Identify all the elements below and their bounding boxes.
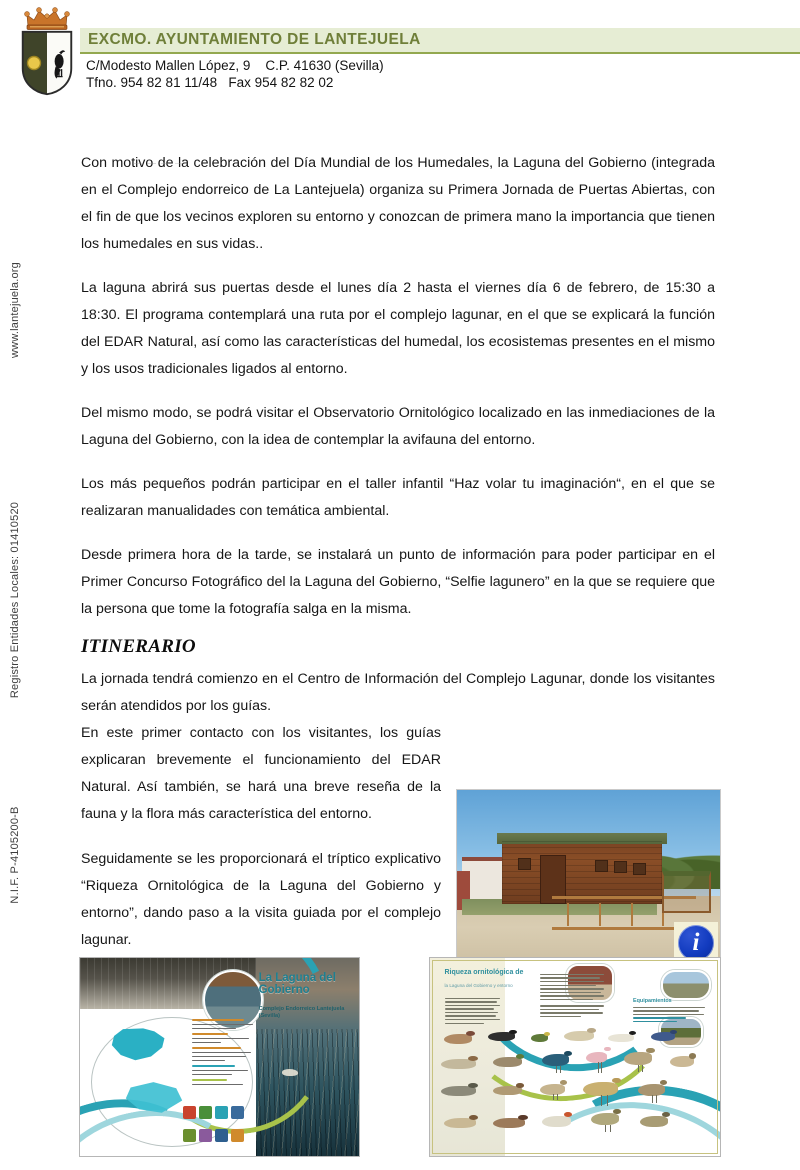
- photo-window: [518, 858, 531, 870]
- brochure1-title: La Laguna del Gobierno: [258, 971, 336, 997]
- photo-window: [595, 860, 608, 872]
- brochure1-logo: [199, 1106, 212, 1119]
- org-title: EXCMO. AYUNTAMIENTO DE LANTEJUELA: [88, 31, 421, 48]
- brochure1-logo: [231, 1106, 244, 1119]
- margin-registry: Registro Entidades Locales: 01410520: [9, 501, 21, 699]
- info-glyph: i: [692, 928, 700, 956]
- margin-website: www.lantejuela.org: [9, 262, 21, 358]
- itinerary-paragraph-2: En este primer contacto con los visitantes, los guías explicaran brevemente el funcionamiento del EDAR Natural. Así también, se hará una breve reseña de la fauna y la flora más característica del entorno.: [81, 725, 441, 822]
- scan-artifact: [131, 160, 191, 170]
- itinerary-intro: La jornada tendrá comienzo en el Centro de Información del Complejo Lagunar, donde los visitantes serán atendidos por los guías.: [81, 671, 715, 714]
- brochure2-side-heading: Equipamientos: [633, 997, 672, 1004]
- brochure1-text-column: [192, 1019, 253, 1110]
- photo-rail-post: [599, 903, 601, 926]
- itinerary-heading: ITINERARIO: [81, 636, 196, 657]
- brochure1-logo: [215, 1106, 228, 1119]
- paragraph-schedule: La laguna abrirá sus puertas desde el lunes día 2 hasta el viernes día 6 de febrero, de 15:30 a 18:30. El programa contemplará una ruta por el complejo lagunar, en el que se explicará la función del EDAR Natural, así como las características del humedal, los ecosistemas presentes en el mismo y los usos tradicionales ligados al entorno.: [81, 280, 715, 377]
- org-title-band: [80, 28, 800, 54]
- info-centre-photo: [456, 789, 721, 967]
- brochure1-logo: [215, 1129, 228, 1142]
- itinerary-paragraph-3: Seguidamente se les proporcionará el tríptico explicativo “Riqueza Ornitológica de la Laguna del Gobierno y entorno”, dando paso a la visita guiada por el complejo lagunar.: [81, 851, 441, 948]
- brochure-riqueza-ornitologica: [429, 957, 721, 1157]
- letterhead-header: [0, 0, 800, 118]
- photo-rail-post: [631, 903, 633, 926]
- brochure2-title: Riqueza ornitológica de: [444, 968, 524, 976]
- brochure1-logo: [199, 1129, 212, 1142]
- brochure1-logo-row: [183, 1099, 256, 1143]
- brochure2-inner-border: [432, 960, 718, 1154]
- brochure-gallery: [0, 957, 800, 1162]
- contact-line: Tfno. 954 82 81 11/48 Fax 954 82 82 02: [86, 75, 334, 90]
- crown-icon: [24, 6, 70, 32]
- paragraph-workshop: Los más pequeños podrán participar en el taller infantil “Haz volar tu imaginación“, en el que se realizaran manualidades con temática ambiental.: [81, 476, 715, 519]
- photo-rail-post: [567, 903, 569, 926]
- photo-window: [614, 861, 627, 873]
- paragraph-observatory: Del mismo modo, se podrá visitar el Observatorio Ornitológico localizado en las inmediaciones de la Laguna del Gobierno, con la idea de contemplar la avifauna del entorno.: [81, 405, 715, 448]
- photo-pergola: [662, 871, 711, 913]
- paragraph-intro: Con motivo de la celebración del Día Mundial de los Humedales, la Laguna del Gobierno (integrada en el Complejo endorreico de La Lantejuela) organiza su Primera Jornada de Puertas Abiertas, con el fin de que los vecinos exploren su entorno y conozcan de primera mano la importancia que tienen los humedales en sus vidas..: [81, 155, 715, 252]
- brochure1-logo: [183, 1106, 196, 1119]
- address-block: [86, 57, 686, 91]
- address-line: C/Modesto Mallen López, 9 C.P. 41630 (Sevilla): [86, 58, 384, 73]
- main-body-text: [81, 150, 715, 623]
- photo-window: [633, 863, 646, 875]
- brochure1-subtitle: Complejo Endorreico Lantejuela (Sevilla): [258, 1005, 345, 1019]
- brochure1-logo: [183, 1129, 196, 1142]
- itinerary-section: [81, 636, 721, 972]
- margin-nif: N.I.F. P-4105200-B: [9, 806, 21, 904]
- paragraph-photo-contest: Desde primera hora de la tarde, se instalará un punto de información para poder participar en el Primer Concurso Fotográfico del la Laguna del Gobierno, “Selfie lagunero” en la que se requiere que la persona que tome la fotografía salga en la misma.: [81, 547, 715, 617]
- brochure-laguna-del-gobierno: [79, 957, 360, 1157]
- brochure2-subtitle: la Laguna del Gobierno y entorno: [444, 982, 513, 988]
- brochure1-logo: [231, 1129, 244, 1142]
- info-icon: [678, 925, 714, 961]
